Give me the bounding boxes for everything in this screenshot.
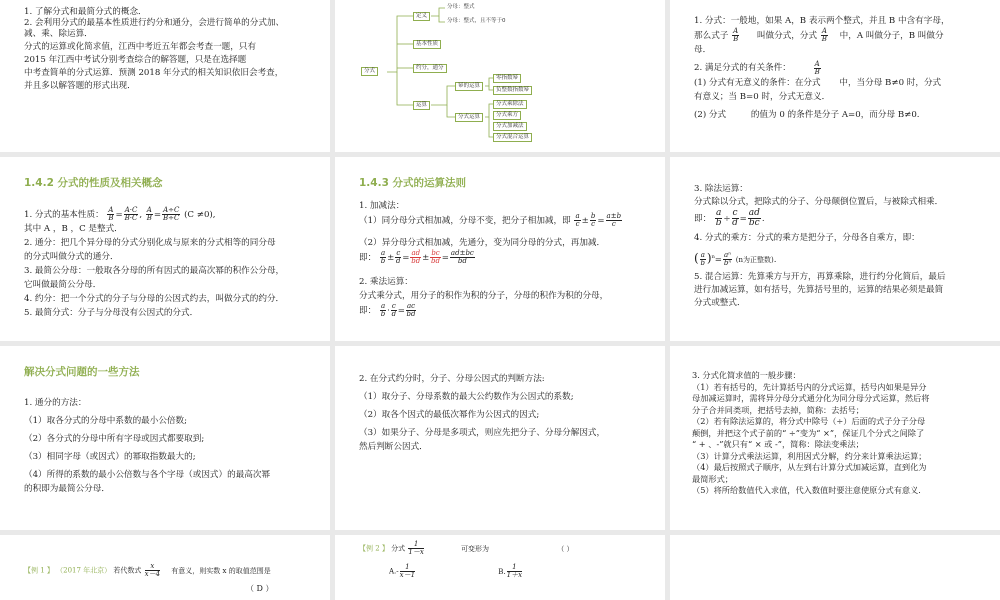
text-span: 中，A 叫做分子，B 叫做分 xyxy=(839,31,944,41)
fraction-num: A xyxy=(814,60,820,68)
fraction: $\frac{a}{b}$ xyxy=(700,250,706,267)
text-span: 即： xyxy=(359,306,377,316)
text-line: （2）取各个因式的最低次幂作为公因式的因式; xyxy=(359,410,540,420)
text-line: 1. 了解分式和最简分式的概念． xyxy=(24,7,147,17)
text-span: (2) 分式 xyxy=(694,110,727,120)
mindmap-node-reduce: 约分，通分 xyxy=(413,64,447,73)
slide-division[interactable] xyxy=(670,157,1000,341)
slide-methods[interactable] xyxy=(0,346,330,530)
option-a: A.- xyxy=(389,567,399,576)
text-line: 4. 约分：把一个分式的分子与分母的公因式约去，叫做分式的约分． xyxy=(24,294,285,304)
text-line: 即： $\frac{a}{b}$ ± $\frac{c}{d}$ = $\frac{ad}{bd}$ ± $\frac{bc}{bd}$ = $\frac{ad\pm bc}{bd}$ xyxy=(359,249,474,265)
fraction xyxy=(732,28,739,43)
text-line: 分式的运算或化简求值，江西中考近五年都会考查一题，只有 xyxy=(24,42,257,52)
text-span: （2）异分母分式相加减，先通分，变为同分母的分式，再加减． xyxy=(359,238,606,248)
fraction-num: 1 xyxy=(400,564,415,572)
text-line: （2）若有除法运算的，将分式中除号（÷）后面的式子分子分母 xyxy=(692,416,926,426)
text-line: 进行加减运算，如有括号，先算括号里的，运算的结果必须是最简 xyxy=(694,284,944,295)
text-line: 1. 分式：一般地，如果 A，B 表示两个整式，并且 B 中含有字母， xyxy=(694,16,950,26)
text-line: （1）同分母分式相加减，分母不变，把分子相加减，即 $\frac{a}{c}$ ± $\frac{b}{c}$ = $\frac{a\pm b}{c}$ xyxy=(359,212,622,228)
text-line xyxy=(389,564,659,579)
text-span: 即： xyxy=(694,214,712,224)
fraction xyxy=(107,207,114,222)
fraction: $\frac{a}{b}$ xyxy=(380,249,386,265)
text-span: 的值为 0 的条件是分子 A=0，而分母 B≠0. xyxy=(750,110,920,120)
text-line: 母加减运算时，需将异分母分式通分化为同分母分式运算，然后将 xyxy=(692,393,930,403)
fraction: $\frac{a}{b}$ xyxy=(380,302,386,318)
text-line: （4）所得的系数的最小公倍数与各个字母（或因式）的最高次幂 xyxy=(24,470,271,480)
fraction xyxy=(408,541,423,556)
fraction-den: B÷C xyxy=(163,214,180,222)
fraction: $\frac{a}{b}$ xyxy=(715,208,722,228)
mindmap-leaf: 负整数指数幂 xyxy=(493,86,532,95)
fraction xyxy=(507,564,522,579)
fraction-den: B xyxy=(108,214,114,222)
text-span: 2. 满足分式的有关条件： xyxy=(694,63,791,73)
text-line: 3. 分式化简求值的一般步骤： xyxy=(692,370,801,380)
simplify-steps-text xyxy=(692,370,992,497)
slide-example-1[interactable] xyxy=(0,535,330,600)
text-line: （3）如果分子、分母是多项式，则应先把分子、分母分解因式， xyxy=(359,428,606,438)
mindmap-root: 分式 xyxy=(361,67,378,76)
text-line: （1）若有括号的，先计算括号内的分式运算，括号内如果是异分 xyxy=(692,381,927,392)
fraction-num: A xyxy=(108,206,114,214)
fraction xyxy=(821,28,828,43)
text-line: 5. 混合运算：先算乘方与开方，再算乘除，进行约分化简后，最后 xyxy=(694,271,946,282)
fraction-den: x－1 xyxy=(399,571,416,579)
fraction xyxy=(814,61,821,76)
text-line: 并且多以解答题的形式出现． xyxy=(24,81,136,91)
text-span: (n为正整数) xyxy=(735,255,774,264)
mindmap-leaf: 分式乘除法 xyxy=(493,100,527,109)
text-span: 分式 xyxy=(391,544,406,553)
division-text xyxy=(694,183,990,310)
fraction: $\frac{\text{aⁿ}}{\text{bⁿ}}$ xyxy=(723,250,732,267)
mindmap-node-fraction-ops: 分式运算 xyxy=(455,113,483,122)
text-line: 它叫做最简公分母． xyxy=(24,280,102,290)
text-line: 3. 最简公分母：一般取各分母的所有因式的最高次幂的积作公分母， xyxy=(24,266,285,276)
mindmap-leaf: 分式加减法 xyxy=(493,122,527,131)
text-line: 然后判断公因式． xyxy=(359,442,428,452)
text-line: （1）取各分式的分母中系数的最小公倍数; xyxy=(24,416,188,426)
fraction xyxy=(145,563,160,578)
text-line xyxy=(694,76,990,90)
fraction-num: bc xyxy=(431,249,440,257)
text-line xyxy=(694,108,990,122)
fraction: $\frac{c}{d}$ xyxy=(732,208,738,228)
text-line: 2015 年江西中考试分别考查综合的解答题，只是在选择题 xyxy=(24,55,247,65)
section-title: 1.4.3 分式的运算法则 xyxy=(359,177,467,189)
text-line: 有意义；当 B=0 时，分式无意义． xyxy=(694,92,831,102)
fraction-den: B xyxy=(146,214,152,222)
text-line: 3. 除法运算： xyxy=(694,184,748,194)
text-line xyxy=(24,563,324,578)
fraction-den: B xyxy=(733,35,739,43)
fraction-num: A xyxy=(146,206,152,214)
text-line xyxy=(359,236,655,250)
fraction-den: x－4 xyxy=(144,570,161,578)
text-line: （2）各分式的分母中所有字母或因式都要取到; xyxy=(24,434,205,444)
fraction-num: 1 xyxy=(507,564,522,572)
fraction-den: 1－x xyxy=(408,548,424,556)
text-span: 叫做分式，分式 xyxy=(756,31,818,41)
text-span: 那么式子 xyxy=(694,31,729,41)
text-line: 分式乘分式，用分子的积作为积的分子，分母的积作为积的分母， xyxy=(359,291,609,301)
slide-definition[interactable] xyxy=(670,0,1000,152)
fraction: $\frac{ad}{bc}$ xyxy=(748,208,760,228)
option-b: B. xyxy=(498,567,506,576)
text-line: 最简形式； xyxy=(692,473,733,484)
fraction-den: B xyxy=(821,35,827,43)
fraction-den: bd xyxy=(431,257,440,265)
text-line: 其中 A ，B ，C 是整式． xyxy=(24,224,123,234)
fraction-num: 1 xyxy=(408,541,423,549)
text-line: （3）计算分式乘法运算，利用因式分解，约分来计算乘法运算； xyxy=(692,450,927,461)
text-line: 4. 分式的乘方：分式的乘方是把分子，分母各自乘方，即： xyxy=(694,233,920,243)
text-line: 的分式叫做分式的通分． xyxy=(24,252,119,262)
text-line: （1）取分子、分母系数的最大公约数作为公因式的系数; xyxy=(359,392,574,402)
text-line: 中考查简单的分式运算．预测 2018 年分式的相关知识依旧会考查， xyxy=(24,68,284,78)
fraction-num: A xyxy=(733,27,739,35)
slide-properties[interactable] xyxy=(0,157,330,341)
fraction: $\frac{b}{c}$ xyxy=(590,212,596,228)
fraction-num: x xyxy=(145,563,160,571)
fraction-den: bd xyxy=(411,257,421,265)
text-line: 1. 加减法： xyxy=(359,201,405,211)
example-tag: 【例 2 】 xyxy=(359,544,389,553)
text-span: 中，当分母 B≠0 时，分式 xyxy=(839,78,942,88)
text-line: 即： $\frac{a}{b}$ ÷ $\frac{c}{d}$ = $\frac{ad}{bc}$ . xyxy=(694,208,765,228)
common-factor-text xyxy=(359,372,655,454)
mindmap-leaf: 分式乘方 xyxy=(493,111,521,120)
text-span: （1）同分母分式相加减，分母不变，把分子相加减，即 xyxy=(359,216,571,226)
fraction-num: A xyxy=(821,27,827,35)
slide-example-2[interactable] xyxy=(335,535,665,600)
fraction: $\frac{ad\pm bc}{bd}$ xyxy=(450,249,474,265)
text-span: 1. 分式的基本性质： xyxy=(24,210,104,220)
text-line: “ + 、-”就只有“ × 或 -”，简称：除法变乘法； xyxy=(692,439,864,449)
section-title: 1.4.2 分式的性质及相关概念 xyxy=(24,177,163,189)
text-line: （4）最后按照式子顺序，从左到右计算分式加减运算，直到化为 xyxy=(692,462,927,472)
text-line xyxy=(694,28,990,43)
text-span: (1) 分式有无意义的条件：在分式 xyxy=(694,78,821,88)
mindmap-node-operations: 运算 xyxy=(413,101,430,110)
text-line: 减、乘、除运算． xyxy=(24,29,93,39)
fraction: $\frac{c}{d}$ xyxy=(391,302,397,318)
text-line: 分子合并同类项，把括号去掉，简称：去括号； xyxy=(692,404,864,415)
mindmap-leaf: 分母：整式 xyxy=(447,4,475,10)
properties-text xyxy=(24,207,320,320)
text-line: 母． xyxy=(694,45,712,55)
mindmap-node-power: 幂的运算 xyxy=(455,82,483,91)
text-span: （ ） xyxy=(557,544,574,553)
slide-rules[interactable] xyxy=(335,157,665,341)
mindmap-leaf: 分母：整式，且不等于0 xyxy=(447,18,506,24)
fraction: $\frac{a\pm b}{c}$ xyxy=(606,212,622,228)
fraction-den: 1＋x xyxy=(506,571,523,579)
fraction-num: A·C xyxy=(124,206,138,214)
methods-text xyxy=(24,396,320,496)
fraction-den: B·C xyxy=(124,214,138,222)
text-line: 5. 最简分式：分子与分母没有公因式的分式． xyxy=(24,308,199,318)
mindmap-leaf: 零指数幂 xyxy=(493,74,521,83)
text-span: 可变形为 xyxy=(461,544,490,553)
fraction-num: A÷C xyxy=(163,206,180,214)
text-line: 的积即为最简公分母． xyxy=(24,484,110,494)
text-span: 有意义，则实数 x 的取值范围是 xyxy=(171,566,271,575)
fraction-red xyxy=(430,250,440,265)
fraction xyxy=(162,207,180,222)
mindmap-node-basic: 基本性质 xyxy=(413,40,441,49)
text-line: 1. 通分的方法： xyxy=(24,398,87,408)
fraction-den: B xyxy=(814,68,820,76)
slide-mindmap[interactable] xyxy=(335,0,665,152)
fraction-num: ad xyxy=(411,249,421,257)
text-line: 2. 乘法运算： xyxy=(359,277,413,287)
text-line: 2. 在分式约分时，分子、分母公因式的判断方法: xyxy=(359,374,545,384)
slide-common-factor[interactable] xyxy=(335,346,665,530)
fraction xyxy=(400,564,415,579)
rules-text xyxy=(359,199,655,318)
text-span: (C ≠0), xyxy=(184,210,216,220)
fraction: $\frac{ac}{bd}$ xyxy=(406,302,416,318)
example-2-text xyxy=(359,541,659,579)
section-title: 解决分式问题的一些方法 xyxy=(24,366,140,378)
example-year: （2017 年北京） xyxy=(56,566,112,575)
mindmap-node-definition: 定义 xyxy=(413,12,430,21)
text-line: 即： $\frac{a}{b}$ · $\frac{c}{d}$ = $\frac{ac}{bd}$ xyxy=(359,302,416,318)
text-line: 2. 通分：把几个异分母的分式分别化成与原来的分式相等的同分母 xyxy=(24,238,276,248)
text-line: 分式或整式． xyxy=(694,297,746,308)
fraction xyxy=(124,207,139,222)
fraction-red xyxy=(410,250,421,265)
slide-blank[interactable] xyxy=(670,535,1000,600)
text-line: 颠倒，并把这个式子前的“ ÷”变为“ ×”，保证几个分式之间除了 xyxy=(692,427,925,438)
text-span: 即： xyxy=(359,253,377,263)
text-line xyxy=(694,61,990,76)
text-line: 2. 会利用分式的最基本性质进行约分和通分，会进行简单的分式加、 xyxy=(24,18,285,28)
fraction: $\frac{a}{c}$ xyxy=(575,212,580,228)
fraction xyxy=(146,207,153,222)
text-span: 若代数式 xyxy=(113,566,142,575)
example-1-text xyxy=(24,563,324,595)
text-line xyxy=(359,541,659,556)
slide-simplify-steps[interactable] xyxy=(670,346,1000,530)
definition-text xyxy=(694,14,990,122)
answer: （ D ） xyxy=(246,584,274,593)
objectives-text xyxy=(24,6,314,93)
mindmap-leaf: 分式混合运算 xyxy=(493,133,532,142)
text-line: （3）相同字母（或因式）的幂取指数最大的; xyxy=(24,452,196,462)
example-tag: 【例 1 】 xyxy=(24,566,54,575)
text-line: 分式除以分式，把除式的分子、分母颠倒位置后，与被除式相乘． xyxy=(694,197,944,207)
text-line: （5）将所给数值代入求值，代入数值时要注意使原分式有意义． xyxy=(692,485,927,495)
text-line: 1. 分式的基本性质： $\frac{A}{B}$ = $\frac{A\cdot C}{B\cdot C}$ , $\frac{A}{B}$ = $\frac{A\div C}{B\div C}$ (C ≠0), xyxy=(24,206,216,222)
fraction: $\frac{c}{d}$ xyxy=(396,249,401,265)
text-line: ( $\frac{a}{b}$ )$^n$= $\frac{\text{aⁿ}}{\text{bⁿ}}$ (n为正整数). xyxy=(694,250,777,267)
slide-objectives[interactable] xyxy=(0,0,330,152)
